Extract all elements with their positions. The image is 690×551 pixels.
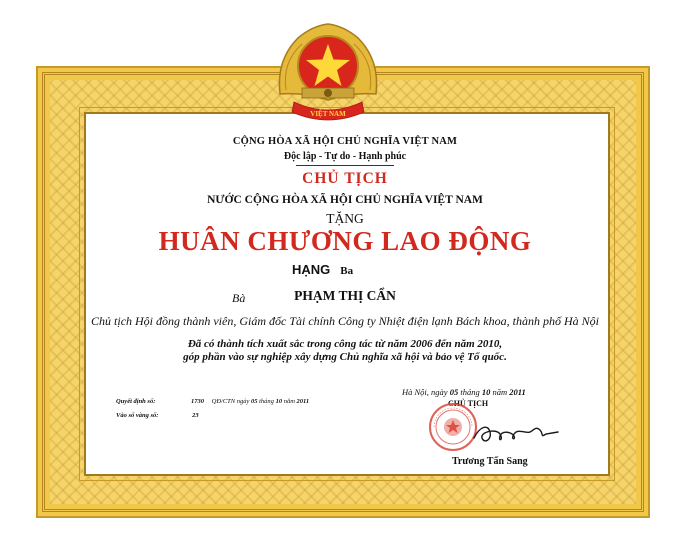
national-emblem-icon (272, 20, 384, 132)
award-class-label: HẠNG (292, 262, 331, 277)
decision-month: 10 (275, 398, 283, 405)
decision-month-label: tháng (259, 398, 274, 405)
award-name: HUÂN CHƯƠNG LAO ĐỘNG (158, 226, 532, 256)
signing-year: 2011 (509, 387, 526, 397)
signing-month-label: tháng (460, 387, 480, 397)
register-row (116, 412, 199, 419)
issuer-title: CHỦ TỊCH (302, 170, 388, 187)
signing-date (402, 387, 526, 397)
decision-number: 1730 (191, 398, 204, 405)
signing-month: 10 (481, 387, 491, 397)
register-label: Vào sổ vàng số: (116, 412, 159, 419)
achievement-line-1: Đã có thành tích xuất sắc trong công tác từ năm 2006 đến năm 2010, (187, 338, 503, 350)
recipient-honorific: Bà (232, 291, 246, 305)
signing-day: 05 (449, 387, 459, 397)
decision-label: Quyết định số: (116, 398, 156, 405)
signing-place: Hà Nội, ngày (402, 387, 448, 397)
motto: Độc lập - Tự do - Hạnh phúc (283, 151, 407, 162)
recipient-position: Chủ tịch Hội đồng thành viên, Giám đốc Tài chính Công ty Nhiệt điện lạnh Bách khoa, thành phố Hà Nội (91, 314, 599, 328)
decision-year: 2011 (296, 398, 310, 405)
decision-day: 05 (251, 398, 258, 405)
decision-code: QĐ/CTN (211, 398, 236, 405)
register-number: 23 (192, 412, 199, 419)
signing-year-label: năm (492, 387, 508, 397)
achievement-line-2: góp phần vào sự nghiệp xây dựng Chủ nghĩa xã hội và bảo vệ Tổ quốc. (183, 351, 507, 363)
emblem-banner-text: VIỆT NAM (310, 110, 346, 118)
decision-row (116, 398, 309, 405)
award-class-row (292, 261, 353, 279)
signing-title: CHỦ TỊCH (448, 399, 489, 408)
country-full-name: NƯỚC CỘNG HÒA XÃ HỘI CHỦ NGHĨA VIỆT NAM (207, 194, 483, 206)
award-class-value: Ba (340, 265, 354, 277)
motto-underline (296, 165, 394, 166)
award-verb: TẶNG (326, 211, 364, 226)
decision-day-label: ngày (236, 398, 250, 405)
nation-header: CỘNG HÒA XÃ HỘI CHỦ NGHĨA VIỆT NAM (232, 136, 458, 147)
decision-year-label: năm (283, 398, 295, 405)
signer-name: Trương Tấn Sang (452, 456, 528, 467)
recipient-name: PHẠM THỊ CẨN (294, 288, 396, 303)
signature-icon (470, 420, 562, 448)
